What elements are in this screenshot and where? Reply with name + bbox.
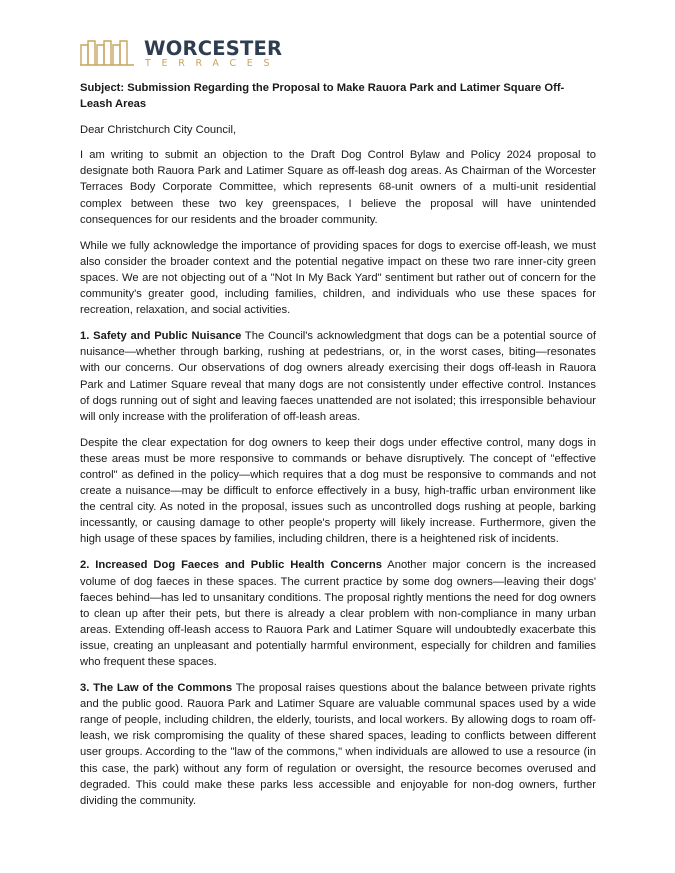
- section-faeces: [80, 557, 596, 670]
- terraces-logo-icon: [80, 38, 138, 66]
- section-faeces-heading: 2. Increased Dog Faeces and Public Health Concerns: [80, 559, 382, 572]
- section-commons-text: The proposal raises questions about the balance between private rights and the public good. Rauora Park and Latimer Square are valuable communal spaces used by a wide range of people, including children, the elderly, tourists, and local workers. By allowing dogs to roam off-leash, we risk compromising the quality of these shared spaces, leading to conflicts between different user groups. According to the "law of the commons," when individuals are allowed to use a resource (in this case, the park) without any form of regulation or oversight, the resource becomes overused and degraded. This could make these parks less accessible and enjoyable for non-dog owners, further dividing the community.: [80, 682, 596, 807]
- letter-subject: Subject: Submission Regarding the Proposal to Make Rauora Park and Latimer Square Off-Leash Areas: [80, 82, 565, 111]
- context-paragraph: While we fully acknowledge the importance of providing spaces for dogs to exercise off-leash, we must also consider the broader context and the potential negative impact on these two rare inner-city green spaces. We are not objecting out of a "Not In My Back Yard" sentiment but rather out of concern for the community's greater good, including families, children, and individuals who use these spaces for recreation, relaxation, and social activities.: [80, 239, 596, 317]
- section-safety-text: The Council's acknowledgment that dogs can be a potential source of nuisance—whether through barking, rushing at pedestrians, or, in the worst cases, biting—resonates with our concerns. Our observations of dog owners already exercising their dogs off-leash in Rauora Park and Latimer Square reveal that many dogs are not consistently under effective control. Instances of dogs running out of sight and leaving faeces unattended are not isolated; this irresponsible behaviour will only increase with the proliferation of off-leash areas.: [80, 330, 597, 423]
- logo-wordmark: WORCESTER: [144, 37, 283, 60]
- section-safety: [80, 328, 596, 425]
- letter-body: [80, 80, 596, 819]
- section-safety-continued: Despite the clear expectation for dog owners to keep their dogs under effective control, many dogs in these areas must be more responsive to commands or behave disruptively. The concept of "effective control" as defined in the policy—which requires that a dog must be responsive to commands and not create a nuisance—may be difficult to enforce effectively in a busy, high-traffic urban environment like the central city. As noted in the proposal, issues such as uncontrolled dogs rushing at people, barking incessantly, or causing damage to other people's property will likely increase. Furthermore, given the high usage of these spaces by families, including children, there is a heightened risk of incidents.: [80, 436, 596, 546]
- intro-paragraph: I am writing to submit an objection to the Draft Dog Control Bylaw and Policy 2024 proposal to designate both Rauora Park and Latimer Square as off-leash dog areas. As Chairman of the Worcester Terraces Body Corporate Committee, which represents 68-unit owners of a multi-unit residential complex between these two key greenspaces, I believe the proposal will have unintended consequences for our residents and the broader community.: [80, 149, 596, 226]
- logo-subtitle: TERRACES: [145, 58, 281, 69]
- section-safety-heading: 1. Safety and Public Nuisance: [80, 330, 242, 343]
- letter-salutation: Dear Christchurch City Council,: [80, 124, 237, 137]
- section-commons-heading: 3. The Law of the Commons: [80, 682, 233, 695]
- section-commons: [80, 680, 596, 809]
- section-faeces-text: Another major concern is the increased volume of dog faeces in these spaces. The current practice by some dog owners—leaving their dogs' faeces behind—has led to unsanitary conditions. The proposal rightly mentions the need for dog owners to clean up after their pets, but there is already a clear problem with non-compliance in many urban areas. Extending off-leash access to Rauora Park and Latimer Square will undoubtedly exacerbate this issue, creating an unpleasant and potentially harmful environment, especially for children and families who frequent these spaces.: [80, 559, 596, 668]
